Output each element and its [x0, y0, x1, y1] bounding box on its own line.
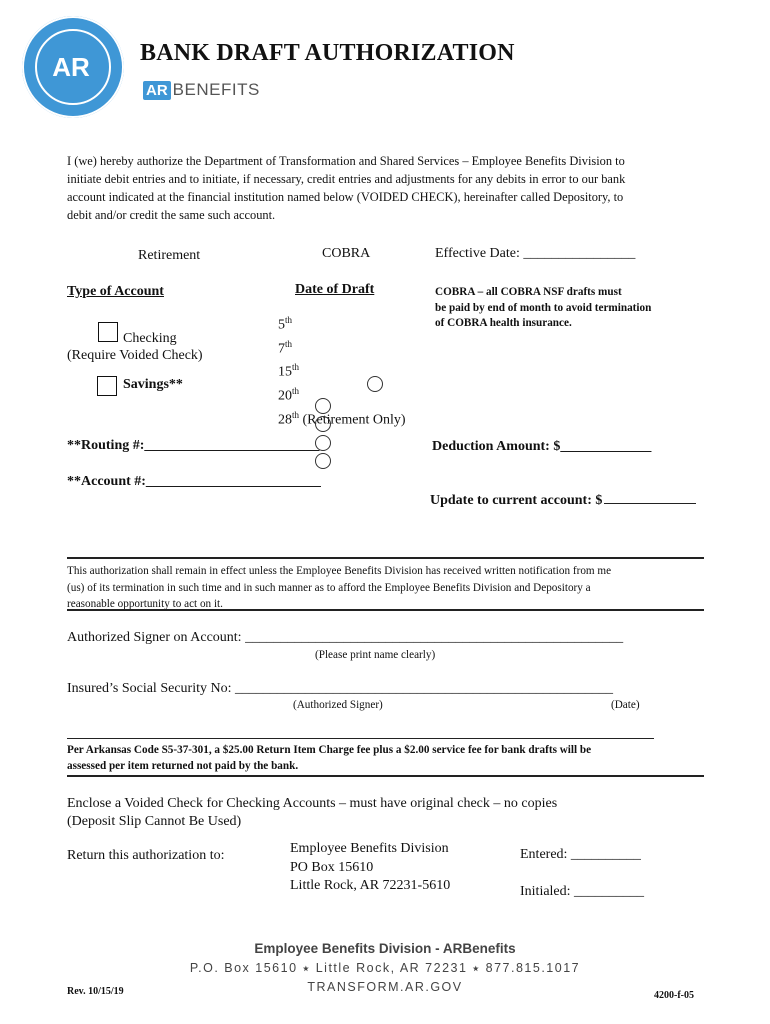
revision-date: Rev. 10/15/19	[67, 986, 124, 997]
footer-website: TRANSFORM.AR.GOV	[307, 980, 463, 994]
draft-radio-5[interactable]	[367, 376, 383, 392]
logo-mark: AR	[143, 81, 171, 100]
draft-day-28: 28th (Retirement Only)	[278, 409, 406, 428]
entered-field[interactable]: Entered: __________	[520, 847, 641, 862]
enclose-instructions: Enclose a Voided Check for Checking Accounts – must have original check – no copies (Deposit Slip Cannot Be Used)	[67, 796, 558, 829]
intro-line: initiate debit entries and to initiate, if necessary, credit entries and adjustments for any debits in error to our bank	[67, 172, 626, 186]
intro-line: account indicated at the financial institution named below (VOIDED CHECK), hereinafter called Depository, to	[67, 190, 624, 204]
initialed-field[interactable]: Initialed: __________	[520, 884, 645, 899]
department-seal	[22, 16, 124, 118]
divider	[67, 557, 704, 559]
draft-radio-15[interactable]	[315, 416, 331, 432]
intro-line: debit and/or credit the same such account.	[67, 208, 276, 222]
draft-radio-28[interactable]	[315, 453, 331, 469]
date-of-draft-heading: Date of Draft	[295, 282, 375, 297]
social-security-field[interactable]: Insured’s Social Security No: ______________________________________________________	[67, 681, 613, 696]
account-number-field[interactable]: **Account #:_________________________	[67, 474, 321, 489]
divider	[67, 775, 704, 777]
routing-number-field[interactable]: **Routing #:_________________________	[67, 438, 320, 453]
authorization-paragraph	[67, 152, 625, 224]
logo-word: BENEFITS	[172, 80, 260, 99]
signer-hint: (Please print name clearly)	[315, 649, 436, 661]
draft-day-list	[278, 311, 406, 429]
draft-day-20: 20th	[278, 385, 300, 404]
update-account-field[interactable]: Update to current account: $	[430, 493, 696, 509]
divider	[67, 609, 704, 611]
draft-day-7: 7th	[278, 338, 293, 357]
checking-note: (Require Voided Check)	[67, 348, 203, 363]
form-number: 4200-f-05	[654, 990, 694, 1001]
retirement-option[interactable]: Retirement	[138, 248, 201, 263]
signature-line	[67, 738, 654, 739]
return-label: Return this authorization to:	[67, 848, 225, 863]
savings-label: Savings**	[123, 377, 183, 392]
draft-day-5: 5th	[278, 315, 293, 333]
cobra-option[interactable]: COBRA	[322, 246, 371, 261]
cobra-note: COBRA – all COBRA NSF drafts must be paid by end of month to avoid termination of COBRA health insurance.	[435, 286, 652, 329]
page-title: BANK DRAFT AUTHORIZATION	[140, 40, 515, 66]
draft-day-15: 15th	[278, 362, 300, 380]
effective-date-field[interactable]: Effective Date: ________________	[435, 246, 636, 261]
authorization-notice: This authorization shall remain in effect unless the Employee Benefits Division has received written notification from me (us) of its termination in such time and in such manner as to afford the Employee Benefits Division and Depository a reasonable opportunity to act on it.	[67, 565, 612, 610]
checking-label: Checking	[123, 331, 177, 346]
intro-line: I (we) hereby authorize the Department of Transformation and Shared Services – Employee Benefits Division to	[67, 154, 625, 168]
footer-contact: P.O. Box 15610 ⭑ Little Rock, AR 72231 ⭑ 877.815.1017	[189, 961, 581, 975]
authorized-signer-hint: (Authorized Signer)	[293, 699, 383, 711]
footer-division: Employee Benefits Division - ARBenefits	[254, 941, 516, 956]
draft-radio-7[interactable]	[315, 398, 331, 414]
arbenefits-logo	[143, 80, 260, 100]
return-fee-notice: Per Arkansas Code S5-37-301, a $25.00 Return Item Charge fee plus a $2.00 service fee for bank drafts will be assessed per item returned not paid by the bank.	[67, 744, 592, 772]
deduction-amount-field[interactable]: Deduction Amount: $_____________	[432, 439, 652, 454]
return-address: Employee Benefits Division PO Box 15610 Little Rock, AR 72231-5610	[290, 841, 451, 893]
date-hint: (Date)	[611, 699, 640, 711]
seal-text: AR	[52, 52, 90, 82]
type-of-account-heading: Type of Account	[67, 284, 164, 299]
savings-checkbox[interactable]	[97, 376, 117, 396]
checking-checkbox[interactable]	[98, 322, 118, 342]
authorized-signer-field[interactable]: Authorized Signer on Account: ______________________________________________________	[67, 630, 624, 645]
